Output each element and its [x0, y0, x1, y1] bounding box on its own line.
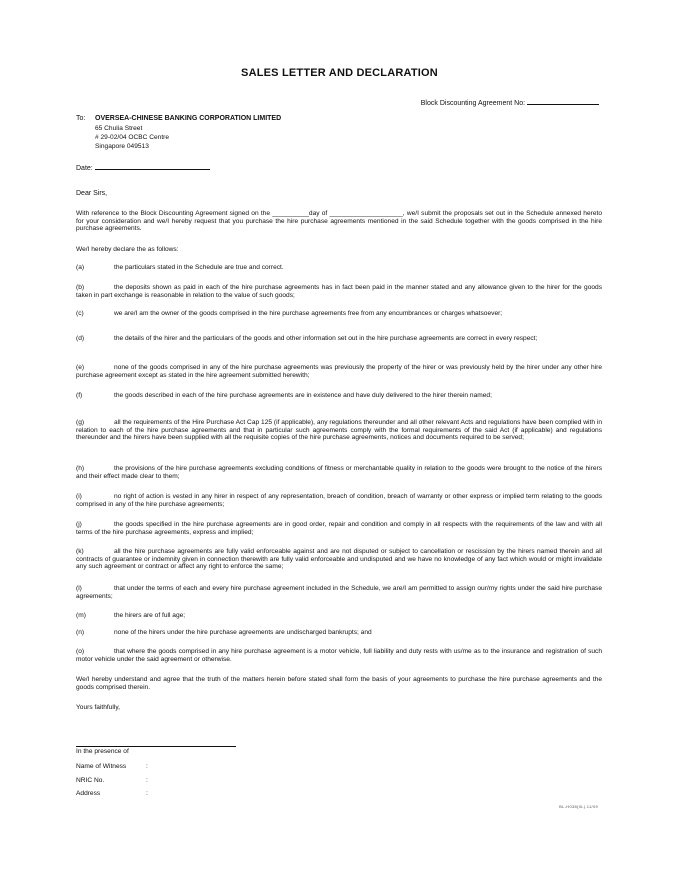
declaration-item-label: (l) [76, 585, 82, 592]
declaration-item-label: (d) [76, 335, 85, 342]
salutation: Dear Sirs, [76, 190, 108, 197]
witness-row-label: Name of Witness [76, 763, 127, 770]
declaration-item [76, 585, 602, 602]
intro-paragraph: With reference to the Block Discounting Agreement signed on the __________day of ____________________, we/I submit the proposals set out in the Schedule annexed hereto for your consideration and we/I hereby request that you purchase the hire purchase agreements mentioned in the said Schedule together with the goods comprised in the hire purchase agreements. [76, 210, 602, 233]
declaration-item-text: the particulars stated in the Schedule are true and correct. [114, 264, 284, 271]
declaration-item-label: (n) [76, 629, 85, 636]
address-line: Singapore 049513 [95, 143, 149, 150]
page-title: SALES LETTER AND DECLARATION [241, 67, 438, 79]
witness-row [76, 777, 148, 785]
declaration-item [76, 419, 602, 453]
declaration-item-label: (h) [76, 465, 85, 472]
address-line: # 29-02/04 OCBC Centre [95, 134, 170, 141]
witness-row [76, 763, 148, 771]
witness-presence: In the presence of [76, 748, 129, 755]
declaration-item-label: (e) [76, 364, 85, 371]
witness-row-colon: : [146, 790, 148, 797]
witness-row-colon: : [146, 777, 148, 784]
declaration-item-text: that where the goods comprised in any hire purchase agreement is a motor vehicle, full liability and duty rests with us/me as to the insurance and registration of such motor vehicle under the said agreement or otherwise. [76, 648, 602, 663]
to-label: To: [76, 115, 86, 122]
declaration-item [76, 264, 602, 273]
closing-paragraph: We/I hereby understand and agree that the truth of the matters herein before stated shall form the basis of your agreements to purchase the hire purchase agreements and the goods comprised therein. [76, 676, 602, 691]
signature-line [76, 746, 236, 747]
declaration-item [76, 310, 602, 319]
declaration-item-label: (c) [76, 310, 84, 317]
declaration-item-text: the details of the hirer and the particulars of the goods and other information set out in the hire purchase agreements are correct in every respect; [114, 335, 538, 342]
witness-row-label: NRIC No. [76, 777, 105, 784]
address-line: 65 Chulia Street [95, 125, 143, 132]
recipient-name: OVERSEA-CHINESE BANKING CORPORATION LIMITED [95, 115, 282, 122]
declaration-item-text: no right of action is vested in any hirer in respect of any representation, breach of condition, breach of warranty or other express or implied term relating to the goods comprised in any of the hire purchase agreements; [76, 493, 602, 508]
declaration-item [76, 465, 602, 482]
declaration-item-text: none of the goods comprised in any of the hire purchase agreements was previously the property of the hirer or was previously held by the hirer under any other hire purchase agreement except as stated in the hire agreement submitted herewith; [76, 364, 602, 379]
declaration-item [76, 521, 602, 538]
footer-code: BL-H038(0L).11/09 [559, 804, 598, 809]
declaration-item-label: (m) [76, 612, 86, 619]
declaration-item-text: the hirers are of full age; [114, 612, 186, 619]
recipient-line [76, 115, 281, 123]
declaration-item-text: all the requirements of the Hire Purchase Act Cap 125 (if applicable), any regulations thereunder and all other relevant Acts and regulations have been complied with in relation to each of the hire purchase agreements and that in particular such agreements comply with the formal requirements of the said Act (if applicable) and regulations thereunder and the hirers have been supplied with all the requisite copies of the hire purchase agreements, notices and documents required to be served; [76, 419, 602, 442]
yours-faithfully: Yours faithfully, [76, 704, 120, 711]
declaration-item [76, 364, 602, 381]
declaration-item [76, 548, 602, 574]
witness-row-label: Address [76, 790, 101, 797]
date-blank [95, 163, 210, 170]
declaration-item [76, 612, 602, 621]
declaration-item-label: (f) [76, 392, 83, 399]
declaration-item [76, 493, 602, 510]
declaration-item-label: (j) [76, 521, 82, 528]
date-label: Date: [76, 165, 93, 172]
declaration-item-label: (g) [76, 419, 85, 426]
declaration-item [76, 629, 602, 638]
declaration-item-text: the deposits shown as paid in each of the hire purchase agreements has in fact been paid in the manner stated and any allowance given to the hirer for the goods taken in part exchange is reasonable in relation to the value of such goods; [76, 284, 602, 299]
declaration-item [76, 335, 602, 352]
declaration-item-text: all the hire purchase agreements are fully valid enforceable against and are not disputed or subject to cancellation or rescission by the hirers named therein and all contracts of guarantee or indemnity given in connection therewith are fully valid enforceable and undisputed and we have no knowledge of any fact which would or might invalidate any such agreement or contract or affect any right to enforce the same; [76, 548, 602, 571]
witness-row-colon: : [146, 763, 148, 770]
declaration-item [76, 284, 602, 301]
declaration-item-text: we are/I am the owner of the goods comprised in the hire purchase agreements free from any encumbrances or charges whatsoever; [114, 310, 503, 317]
declaration-item-text: the goods described in each of the hire purchase agreements are in existence and have duly delivered to the hirer therein named; [114, 392, 492, 399]
declaration-item-label: (o) [76, 648, 85, 655]
date-row [76, 163, 210, 173]
declaration-item-text: the provisions of the hire purchase agreements excluding conditions of fitness or merchantable quality in relation to the goods were brought to the notice of the hirers and their effect made clear to them; [76, 465, 602, 480]
declaration-item-text: that under the terms of each and every hire purchase agreement included in the Schedule, we are/I am permitted to assign our/my rights under the said hire purchase agreements; [76, 585, 602, 600]
declaration-item-label: (a) [76, 264, 85, 271]
declaration-item-label: (b) [76, 284, 85, 291]
witness-row [76, 790, 148, 798]
agreement-number-label: Block Discounting Agreement No: [420, 100, 526, 107]
declaration-item [76, 648, 602, 665]
agreement-number-line [421, 97, 599, 108]
declaration-item-label: (i) [76, 493, 82, 500]
declaration-intro: We/I hereby declare the as follows: [76, 246, 179, 253]
declaration-item-text: the goods specified in the hire purchase agreements are in good order, repair and condition and comply in all respects with the requirements of the law and with all terms of the hire purchase agreements, express and implied; [76, 521, 602, 536]
declaration-item-text: none of the hirers under the hire purchase agreements are undischarged bankrupts; and [114, 629, 372, 636]
agreement-number-blank [527, 97, 599, 105]
declaration-item [76, 392, 602, 409]
declaration-item-label: (k) [76, 548, 84, 555]
